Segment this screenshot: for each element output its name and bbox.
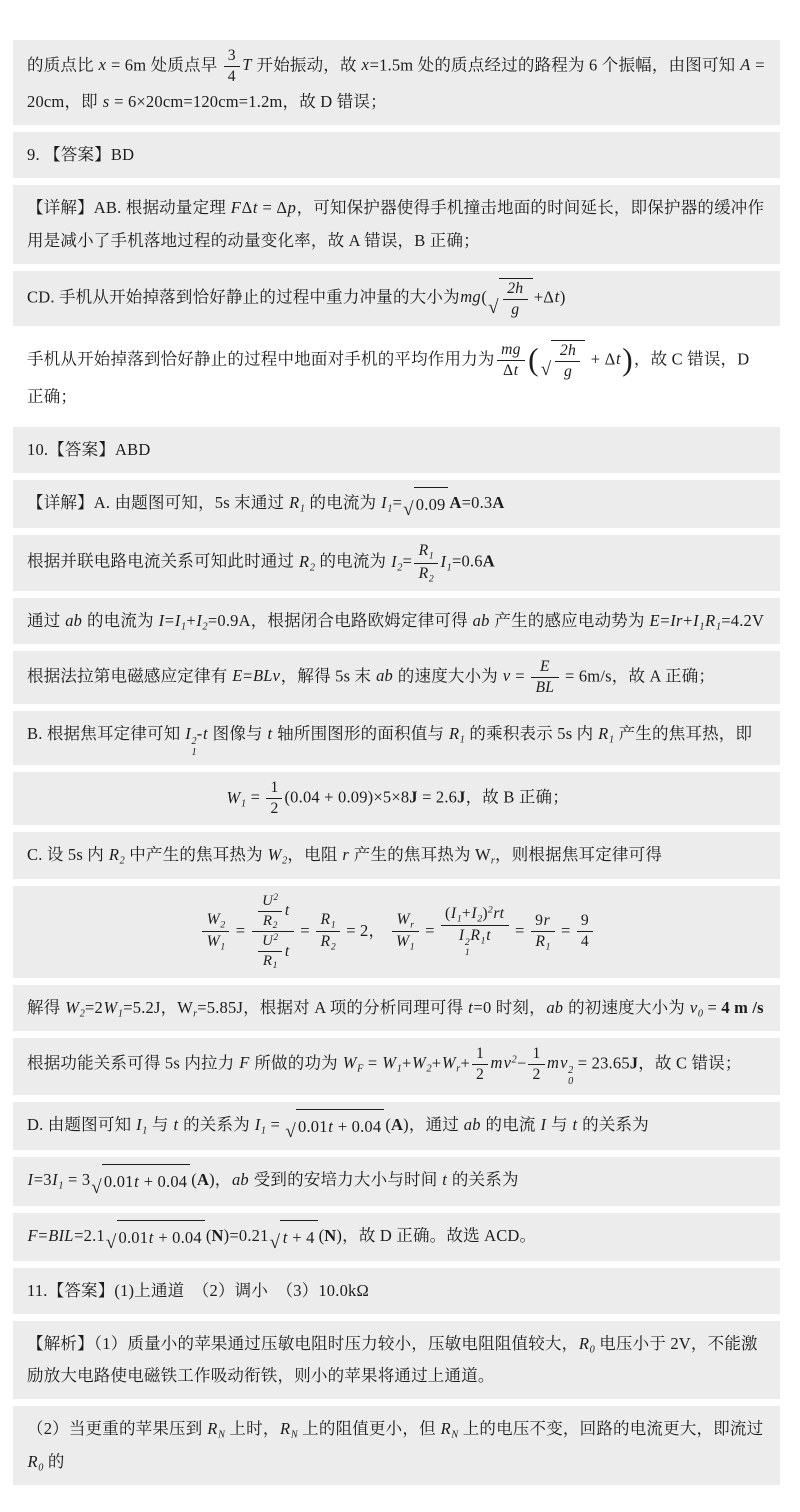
fraction: $\frac{3}{4}$ — [224, 47, 240, 86]
sol-9-answer: 9. 【答案】BD — [13, 132, 780, 178]
sol-10-c-solve: 解得 $W_2=2W_1=5.2J$，$W_r=5.85J$，根据对 A 项的分析同理可得 t=0 时刻，ab 的初速度大小为 $v_0 = 4$ m /s — [13, 985, 780, 1031]
fraction: $\frac{W_r}{W_1}$ — [392, 911, 419, 952]
sol-10-a-current-r1: 【详解】A. 由题图可知，5s 末通过 $R_1$ 的电流为 $I_1=$ √ 0.09 A=0.3A — [13, 480, 780, 528]
sol-10-d-total-current: $I=3I_1 = 3$ √ 0.01t + 0.04 (A)，ab 受到的安培力大小与时间 t 的关系为 — [13, 1157, 780, 1205]
sol-8d-path-conclusion: 的质点比 x = 6m 处质点早 $\frac{3}{4}$ T 开始振动，故 x=1.5m 处的质点经过的路程为 6 个振幅，由图可知 A = 20cm，即 s = 6×20cm=120cm=1.2m，故 D 错误； — [13, 40, 780, 125]
fraction: $\frac{1}{2}$ — [266, 779, 282, 818]
square-root: √ $\frac{2h}{g}$ — [541, 340, 586, 381]
fraction: $\frac{U^2}{R_2}$ — [258, 893, 283, 931]
square-root: √ t + 4 — [270, 1220, 318, 1254]
sol-10-a-emf: 通过 ab 的电流为 $I=I_1+I_2=0.9A$，根据闭合电路欧姆定律可得 ab 产生的感应电动势为 $E=Ir+I_1R_1=4.2V$ — [13, 598, 780, 644]
sol-11-part2: （2）当更重的苹果压到 $R_N$ 上时，$R_N$ 上的阻值更小，但 $R_N$ 上的电压不变，回路的电流更大，即流过 $R_0$ 的 — [13, 1406, 780, 1484]
fraction: $\frac{2h}{g}$ — [555, 342, 580, 381]
sol-11-answer: 11.【答案】(1)上通道 （2）调小 （3）10.0kΩ — [13, 1268, 780, 1314]
fraction: $\frac{mg}{\Delta t}$ — [497, 341, 526, 380]
sol-10-c-work: 根据功能关系可得 5s 内拉力 F 所做的功为 $W_F = W_1+W_2+W_r+$ $\frac{1}{2}$ $mv^2-$ $\frac{1}{2}$ mv 2 0 = 23.65J，故 C 错误； — [13, 1038, 780, 1095]
fraction: $(I_1+I_2)^2rt$ I 2 1 $R_1t$ — [441, 905, 509, 958]
fraction: $\frac{R_1}{R_2}$ — [316, 911, 340, 952]
fraction: $\frac{W_2}{W_1}$ — [202, 911, 229, 952]
square-root: √ 0.09 — [403, 487, 448, 521]
fraction: $\frac{U^2}{R_2}$ t $\frac{U^2}{R_1}$ t — [252, 893, 294, 971]
fraction: $\frac{1}{2}$ — [472, 1045, 488, 1084]
sol-9-average-force: 手机从开始掉落到恰好静止的过程中地面对手机的平均作用力为 $\frac{mg}{\Delta t}$ ( √ $\frac{2h}{g}$ + Δt)，故 C 错误，D 正确； — [13, 333, 780, 420]
sol-10-b-joule-law: B. 根据焦耳定律可知 I 2 1 -t 图像与 t 轴所围图形的面积值与 $R_1$ 的乘积表示 5s 内 $R_1$ 产生的焦耳热，即 — [13, 711, 780, 766]
sol-10-b-heat-w1: $W_1$ = $\frac{1}{2}$ (0.04 + 0.09)×5×8J = 2.6J，故 B 正确； — [13, 772, 780, 825]
fraction: $\frac{1}{2}$ — [528, 1045, 544, 1084]
sol-10-a-current-r2: 根据并联电路电流关系可知此时通过 $R_2$ 的电流为 $I_2=$ $\frac{R_1}{R_2}$ $I_1=0.6A$ — [13, 535, 780, 590]
fraction: $\frac{U^2}{R_1}$ — [258, 933, 283, 971]
sol-10-d-ampere-force: F=BIL=2.1 √ 0.01t + 0.04 (N)=0.21 √ t + 4 (N)，故 D 正确。故选 ACD。 — [13, 1213, 780, 1261]
sol-10-c-ratios: $\frac{W_2}{W_1}$ = $\frac{U^2}{R_2}$ t $\frac{U^2}{R_1}$ t = $\frac{R_1}{R_2}$ = 2， $\frac{W_r}{W_1}$ = $(I_1+I_2)^2rt$ I 2 1 $R_1t$ = $\frac{9r}{R_1}$ = $\frac{9}{4}$ — [13, 886, 780, 978]
sol-10-d-current-relation: D. 由题图可知 $I_1$ 与 t 的关系为 $I_1$ = √ 0.01t + 0.04 (A)，通过 ab 的电流 I 与 t 的关系为 — [13, 1102, 780, 1150]
sol-9-cd-impulse: CD. 手机从开始掉落到恰好静止的过程中重力冲量的大小为mg( √ $\frac{2h}{g}$ +Δt) — [13, 271, 780, 326]
fraction: $\frac{9}{4}$ — [577, 912, 593, 951]
sol-10-answer: 10.【答案】ABD — [13, 427, 780, 473]
square-root: √ 0.01t + 0.04 — [106, 1220, 205, 1254]
sol-10-a-velocity: 根据法拉第电磁感应定律有 E=BLv，解得 5s 末 ab 的速度大小为 v = $\frac{E}{BL}$ = 6m/s，故 A 正确； — [13, 651, 780, 704]
fraction: $\frac{E}{BL}$ — [531, 658, 559, 697]
fraction: $\frac{2h}{g}$ — [503, 280, 528, 319]
fraction: $\frac{9r}{R_1}$ — [531, 912, 555, 952]
sol-11-part1: 【解析】（1）质量小的苹果通过压敏电阻时压力较小，压敏电阻阻值较大，$R_0$ 电压小于 2V，不能激励放大电路使电磁铁工作吸动衔铁，则小的苹果将通过上通道。 — [13, 1321, 780, 1399]
sol-10-c-setup: C. 设 5s 内 $R_2$ 中产生的焦耳热为 $W_2$，电阻 r 产生的焦耳热为 $W_r$，则根据焦耳定律可得 — [13, 832, 780, 878]
document-body — [13, 40, 780, 1485]
fraction: $\frac{R_1}{R_2}$ — [414, 542, 438, 583]
square-root: √ $\frac{2h}{g}$ — [488, 278, 533, 319]
square-root: √ 0.01t + 0.04 — [285, 1109, 384, 1143]
square-root: √ 0.01t + 0.04 — [91, 1164, 190, 1198]
sol-9-ab-analysis: 【详解】AB. 根据动量定理 FΔt = Δp，可知保护器使得手机撞击地面的时间延长，即保护器的缓冲作用是减小了手机落地过程的动量变化率，故 A 错误，B 正确； — [13, 185, 780, 263]
